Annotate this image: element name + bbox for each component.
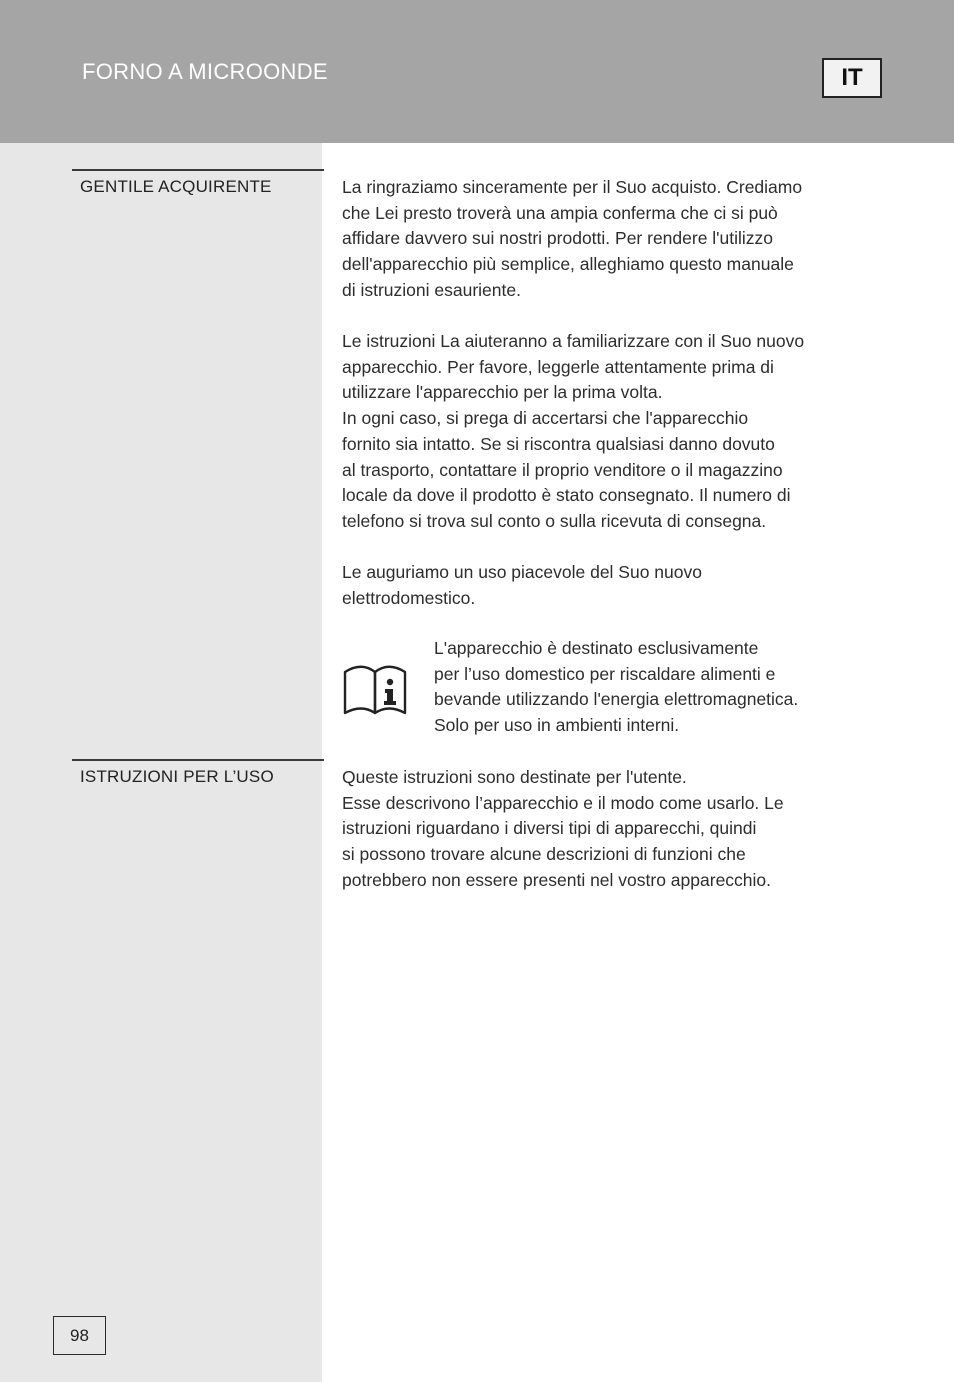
page-header bbox=[0, 0, 954, 143]
text-line: di istruzioni esauriente. bbox=[342, 279, 521, 300]
text-line: utilizzare l'apparecchio per la prima volta. bbox=[342, 382, 663, 403]
text-line: Esse descrivono l’apparecchio e il modo come usarlo. Le bbox=[342, 792, 784, 813]
text-line: potrebbero non essere presenti nel vostro apparecchio. bbox=[342, 869, 772, 890]
text-line: che Lei presto troverà una ampia conferma che ci si può bbox=[342, 202, 778, 223]
text-line: In ogni caso, si prega di accertarsi che l'apparecchio bbox=[342, 408, 749, 429]
text-line: Le auguriamo un uso piacevole del Suo nuovo bbox=[342, 562, 702, 582]
text-line: affidare davvero sui nostri prodotti. Per rendere l'utilizzo bbox=[342, 228, 774, 249]
text-line: apparecchio. Per favore, leggerle attentamente prima di bbox=[342, 356, 774, 377]
text-line: per l’uso domestico per riscaldare alimenti e bbox=[434, 663, 776, 684]
section-divider bbox=[72, 169, 324, 171]
language-badge: IT bbox=[822, 58, 882, 98]
text-line: La ringraziamo sinceramente per il Suo acquisto. Crediamo bbox=[342, 177, 803, 197]
text-line: bevande utilizzando l'energia elettromagnetica. bbox=[434, 689, 799, 710]
section-heading-istruzioni-per-luso: ISTRUZIONI PER L’USO bbox=[80, 767, 274, 786]
page-number: 98 bbox=[53, 1316, 106, 1355]
text-line: telefono si trova sul conto o sulla ricevuta di consegna. bbox=[342, 510, 767, 531]
text-line: Le istruzioni La aiuteranno a familiarizzare con il Suo nuovo bbox=[342, 331, 805, 351]
wishes-paragraph bbox=[342, 560, 887, 611]
info-note bbox=[434, 636, 884, 739]
text-line: fornito sia intatto. Se si riscontra qualsiasi danno dovuto bbox=[342, 433, 775, 454]
text-line: istruzioni riguardano i diversi tipi di apparecchi, quindi bbox=[342, 818, 757, 839]
document-title: FORNO A MICROONDE bbox=[82, 59, 328, 84]
text-line: L'apparecchio è destinato esclusivamente bbox=[434, 638, 759, 658]
text-line: dell'apparecchio più semplice, alleghiamo questo manuale bbox=[342, 254, 794, 275]
text-line: locale da dove il prodotto è stato consegnato. Il numero di bbox=[342, 485, 791, 506]
text-line: elettrodomestico. bbox=[342, 587, 476, 608]
text-line: al trasporto, contattare il proprio venditore o il magazzino bbox=[342, 459, 783, 480]
section-heading-gentile-acquirente: GENTILE ACQUIRENTE bbox=[80, 177, 272, 196]
instructions-paragraph bbox=[342, 329, 887, 535]
section-divider bbox=[72, 759, 324, 761]
manual-info-icon bbox=[342, 662, 408, 716]
text-line: si possono trovare alcune descrizioni di funzioni che bbox=[342, 844, 746, 865]
text-line: Solo per uso in ambienti interni. bbox=[434, 715, 680, 736]
text-line: Queste istruzioni sono destinate per l'utente. bbox=[342, 767, 687, 787]
sidebar-column bbox=[0, 143, 322, 1382]
usage-paragraph bbox=[342, 765, 887, 894]
intro-paragraph bbox=[342, 175, 887, 304]
